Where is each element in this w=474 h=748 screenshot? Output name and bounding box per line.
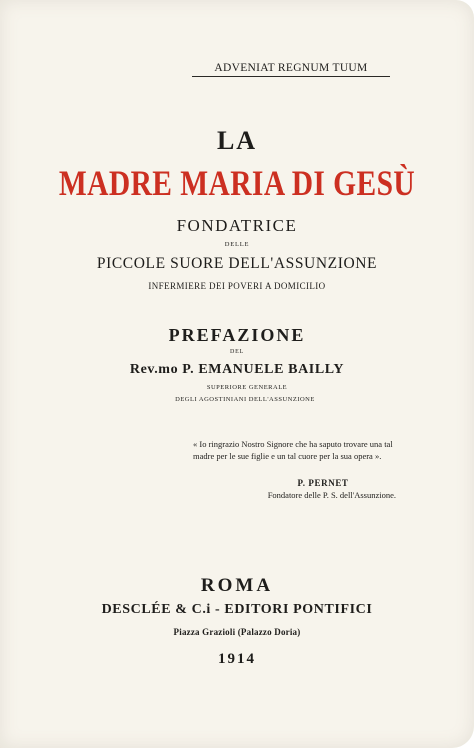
- congregation-mission: INFERMIERE DEI POVERI A DOMICILIO: [148, 281, 326, 291]
- imprint-address: Piazza Grazioli (Palazzo Doria): [173, 627, 301, 637]
- connector-delle: DELLE: [224, 241, 250, 248]
- imprint-year: 1914: [218, 651, 256, 667]
- preface-author: Rev.mo P. EMANUELE BAILLY: [129, 362, 345, 377]
- title-role: FONDATRICE: [176, 216, 298, 235]
- motto: ADVENIAT REGNUM TUUM: [192, 62, 390, 77]
- title-article: LA: [216, 126, 258, 155]
- connector-del: DEL: [229, 349, 245, 355]
- congregation-name: PICCOLE SUORE DELL'ASSUNZIONE: [96, 255, 378, 272]
- imprint-publisher: DESCLÉE & C.i - EDITORI PONTIFICI: [101, 602, 373, 617]
- author-title-1: SUPERIORE GENERALE: [206, 384, 288, 391]
- author-title-2: DEGLI AGOSTINIANI DELL'ASSUNZIONE: [175, 396, 315, 403]
- title-subject: MADRE MARIA DI GESÙ: [58, 163, 416, 203]
- epigraph-quote: « Io ringrazio Nostro Signore che ha saputo trovare una tal madre per le sue figlie e un tal cuore per la sua opera ».: [193, 439, 393, 461]
- epigraph-attribution-name: P. PERNET: [297, 478, 349, 488]
- epigraph-attribution-role: Fondatore delle P. S. dell'Assunzione.: [267, 490, 396, 500]
- preface-heading: PREFAZIONE: [168, 325, 306, 345]
- imprint-city: ROMA: [200, 575, 274, 596]
